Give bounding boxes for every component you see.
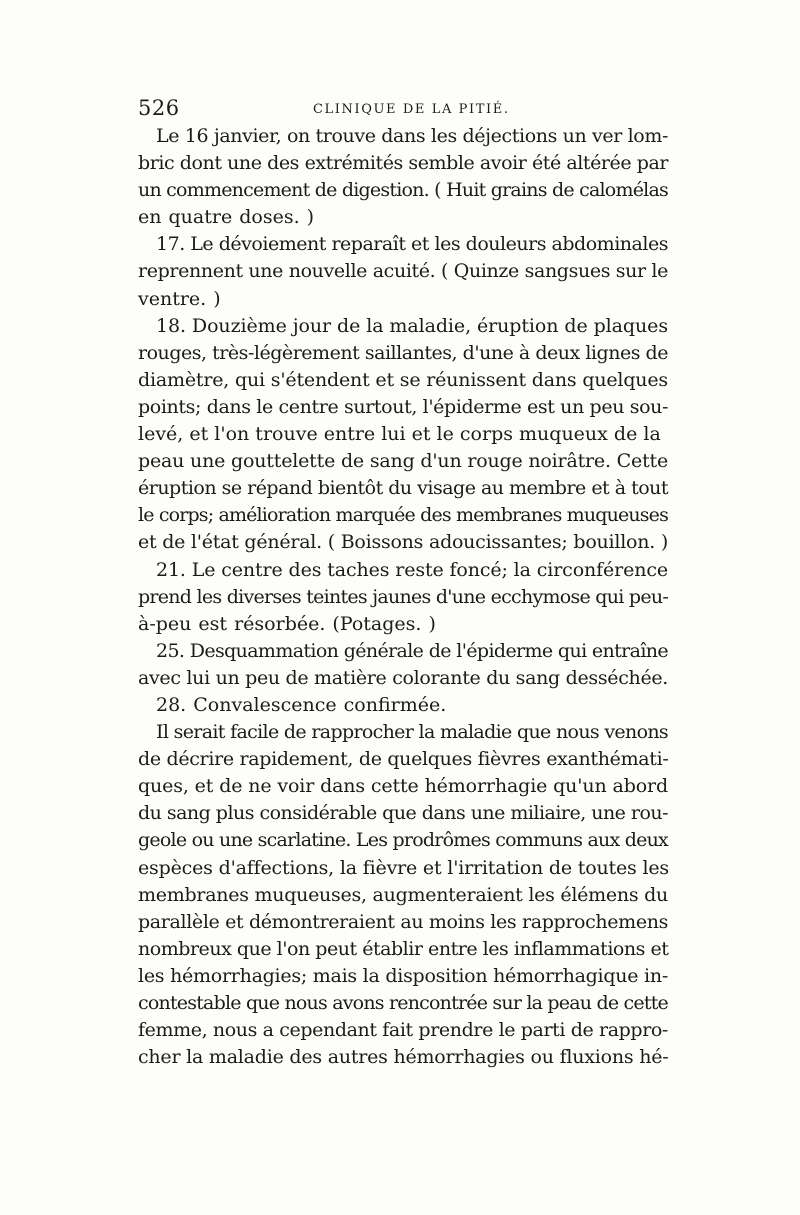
text-line: 18. Douzième jour de la maladie, éruption de plaques <box>156 314 668 337</box>
text-line: espèces d'affections, la fièvre et l'irritation de toutes les <box>138 856 669 879</box>
text-line: ques, et de ne voir dans cette hémorrhagie qu'un abord <box>138 775 669 798</box>
text-line: Il serait facile de rapprocher la maladie que nous venons <box>156 721 669 744</box>
text-line: et de l'état général. ( Boissons adoucissantes; bouillon. ) <box>138 531 668 554</box>
text-line: points; dans le centre surtout, l'épiderme est un peu sou- <box>138 395 669 418</box>
text-line: 28. Convalescence confirmée. <box>156 693 447 716</box>
text-line: contestable que nous avons rencontrée sur la peau de cette <box>138 992 669 1014</box>
text-line: les hémorrhagies; mais la disposition hémorrhagique in- <box>138 964 668 987</box>
text-line: avec lui un peu de matière colorante du sang desséchée. <box>138 666 669 689</box>
text-line: diamètre, qui s'étendent et se réunissent dans quelques <box>138 368 668 391</box>
text-line: bric dont une des extrémités semble avoir été altérée par <box>138 152 668 175</box>
text-line: 25. Desquammation générale de l'épiderme qui entraîne <box>156 639 668 662</box>
text-line: cher la maladie des autres hémorrhagies ou fluxions hé- <box>138 1046 669 1069</box>
text-line: éruption se répand bientôt du visage au membre et à tout <box>138 477 668 500</box>
text-line: levé, et l'on trouve entre lui et le corps muqueux de la <box>138 423 661 446</box>
text-line: parallèle et démontreraient au moins les rapprochemens <box>138 910 669 933</box>
text-line: peau une gouttelette de sang d'un rouge noirâtre. Cette <box>138 450 669 473</box>
page-header <box>138 96 668 126</box>
text-line: rouges, très-légèrement saillantes, d'une à deux lignes de <box>138 341 668 364</box>
text-line: prend les diverses teintes jaunes d'une ecchymose qui peu- <box>138 585 669 608</box>
text-line: en quatre doses. ) <box>138 206 315 229</box>
text-line: un commencement de digestion. ( Huit grains de calomélas <box>138 179 668 202</box>
text-line: à-peu est résorbée. (Potages. ) <box>138 612 436 635</box>
page-number: 526 <box>138 96 180 120</box>
text-line: du sang plus considérable que dans une miliaire, une rou- <box>138 802 669 825</box>
text-line: 17. Le dévoiement reparaît et les douleurs abdominales <box>156 233 668 256</box>
text-line: reprennent une nouvelle acuité. ( Quinze sangsues sur le <box>138 260 669 283</box>
text-line: Le 16 janvier, on trouve dans les déjections un ver lom- <box>156 125 668 147</box>
text-line: ventre. ) <box>138 287 221 310</box>
text-line: membranes muqueuses, augmenteraient les élémens du <box>138 883 668 906</box>
text-line: de décrire rapidement, de quelques fièvres exanthémati- <box>138 748 669 771</box>
text-line: femme, nous a cependant fait prendre le parti de rappro- <box>138 1019 668 1042</box>
text-line: nombreux que l'on peut établir entre les inflammations et <box>138 937 669 960</box>
running-head: CLINIQUE DE LA PITIÉ. <box>313 102 510 117</box>
text-line: geole ou une scarlatine. Les prodrômes communs aux deux <box>138 829 668 852</box>
text-line: le corps; amélioration marquée des membranes muqueuses <box>138 504 668 527</box>
body-text <box>138 123 668 1071</box>
text-line: 21. Le centre des taches reste foncé; la circonférence <box>156 558 668 581</box>
